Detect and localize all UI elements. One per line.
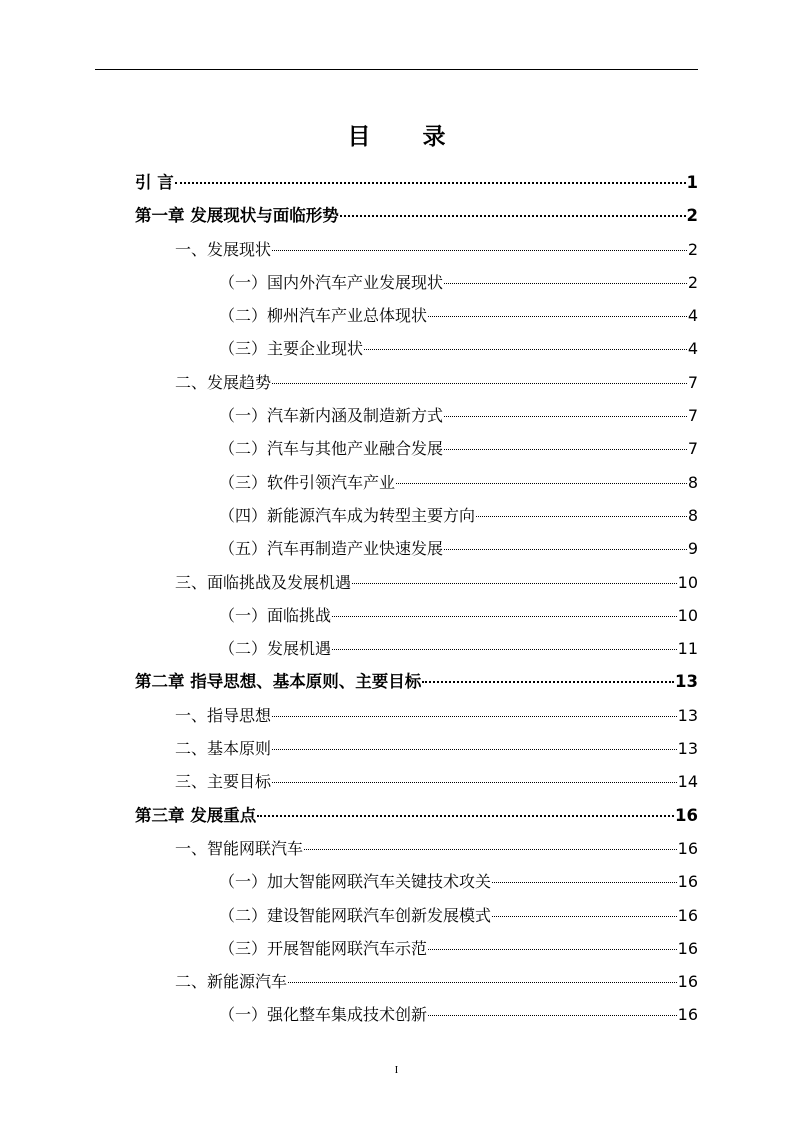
toc-leader-dots bbox=[272, 383, 687, 384]
toc-leader-dots bbox=[352, 583, 677, 584]
toc-leader-dots bbox=[340, 215, 686, 217]
toc-entry[interactable] bbox=[135, 865, 698, 898]
toc-entry[interactable] bbox=[135, 566, 698, 599]
toc-leader-dots bbox=[272, 749, 677, 750]
toc-entry-page: 4 bbox=[687, 306, 698, 326]
toc-entry[interactable] bbox=[135, 532, 698, 565]
toc-entry[interactable] bbox=[135, 765, 698, 798]
toc-leader-dots bbox=[476, 516, 687, 517]
toc-entry-page: 14 bbox=[677, 772, 698, 792]
toc-leader-dots bbox=[492, 916, 677, 917]
toc-entry-page: 16 bbox=[675, 805, 698, 825]
toc-entry-label: （二）建设智能网联汽车创新发展模式 bbox=[219, 905, 492, 925]
toc-entry[interactable] bbox=[135, 899, 698, 932]
toc-entry-label: 三、面临挑战及发展机遇 bbox=[175, 572, 352, 592]
toc-entry-page: 13 bbox=[677, 705, 698, 725]
toc-entry[interactable] bbox=[135, 166, 698, 199]
toc-entry-label: （一）强化整车集成技术创新 bbox=[219, 1005, 428, 1025]
toc-entry-label: 第三章 发展重点 bbox=[135, 805, 257, 825]
toc-entry[interactable] bbox=[135, 233, 698, 266]
toc-entry[interactable] bbox=[135, 466, 698, 499]
toc-entry-page: 10 bbox=[677, 572, 698, 592]
toc-entry[interactable] bbox=[135, 998, 698, 1031]
toc-entry-label: （二）汽车与其他产业融合发展 bbox=[219, 439, 444, 459]
toc-leader-dots bbox=[444, 283, 687, 284]
toc-entry-label: 三、主要目标 bbox=[175, 772, 272, 792]
toc-entry-page: 11 bbox=[677, 639, 698, 659]
toc-entry[interactable] bbox=[135, 366, 698, 399]
toc-leader-dots bbox=[444, 416, 687, 417]
toc-entry-label: （一）汽车新内涵及制造新方式 bbox=[219, 406, 444, 426]
toc-entry-label: （一）加大智能网联汽车关键技术攻关 bbox=[219, 872, 492, 892]
toc-entry-label: 引 言 bbox=[135, 173, 174, 192]
toc-entry-label: （一）面临挑战 bbox=[219, 605, 332, 625]
toc-entry-label: 一、智能网联汽车 bbox=[175, 838, 304, 858]
toc-leader-dots bbox=[444, 449, 687, 450]
toc-entry[interactable] bbox=[135, 266, 698, 299]
toc-entry-label: 一、指导思想 bbox=[175, 705, 272, 725]
toc-entry-label: 第二章 指导思想、基本原则、主要目标 bbox=[135, 672, 422, 692]
toc-entry[interactable] bbox=[135, 699, 698, 732]
toc-entry[interactable] bbox=[135, 599, 698, 632]
toc-leader-dots bbox=[272, 250, 687, 251]
toc-entry-page: 7 bbox=[687, 439, 698, 459]
toc-leader-dots bbox=[332, 616, 677, 617]
toc-entry-page: 2 bbox=[686, 206, 698, 226]
toc-entry-label: 二、发展趋势 bbox=[175, 372, 272, 392]
toc-entry-label: （一）国内外汽车产业发展现状 bbox=[219, 272, 444, 292]
toc-leader-dots bbox=[428, 316, 687, 317]
toc-entry[interactable] bbox=[135, 632, 698, 665]
toc-entry-page: 16 bbox=[677, 1005, 698, 1025]
toc-entry-page: 1 bbox=[686, 173, 698, 192]
toc-leader-dots bbox=[288, 982, 677, 983]
toc-entry[interactable] bbox=[135, 499, 698, 532]
toc-entry-page: 7 bbox=[687, 406, 698, 426]
toc-entry[interactable] bbox=[135, 399, 698, 432]
toc-entry-page: 7 bbox=[687, 372, 698, 392]
toc-entry-label: 二、新能源汽车 bbox=[175, 972, 288, 992]
toc-entry-page: 16 bbox=[677, 938, 698, 958]
toc-entry-page: 10 bbox=[677, 605, 698, 625]
toc-entry-page: 16 bbox=[677, 872, 698, 892]
toc-leader-dots bbox=[272, 782, 677, 783]
toc-entry-label: （三）软件引领汽车产业 bbox=[219, 472, 396, 492]
toc-entry[interactable] bbox=[135, 332, 698, 365]
toc-entry-label: （五）汽车再制造产业快速发展 bbox=[219, 539, 444, 559]
toc-entry-page: 16 bbox=[677, 838, 698, 858]
toc-entry-page: 2 bbox=[687, 239, 698, 259]
toc-entry[interactable] bbox=[135, 199, 698, 232]
toc-entry-label: 第一章 发展现状与面临形势 bbox=[135, 206, 339, 226]
toc-entry[interactable] bbox=[135, 932, 698, 965]
toc-leader-dots bbox=[444, 549, 687, 550]
toc-entry-label: （二）柳州汽车产业总体现状 bbox=[219, 306, 428, 326]
toc-leader-dots bbox=[396, 483, 687, 484]
toc-entry-page: 2 bbox=[687, 272, 698, 292]
toc-leader-dots bbox=[422, 681, 674, 683]
toc-leader-dots bbox=[492, 882, 677, 883]
toc-entry-label: 二、基本原则 bbox=[175, 739, 272, 759]
toc-entry[interactable] bbox=[135, 799, 698, 832]
toc-leader-dots bbox=[428, 949, 677, 950]
toc-entry-page: 13 bbox=[675, 672, 698, 692]
toc-leader-dots bbox=[428, 1015, 677, 1016]
toc-entry[interactable] bbox=[135, 665, 698, 698]
toc-entry-page: 8 bbox=[687, 472, 698, 492]
page-title: 目 录 bbox=[347, 124, 468, 150]
toc-leader-dots bbox=[364, 349, 687, 350]
toc-leader-dots bbox=[175, 182, 686, 184]
toc-leader-dots bbox=[332, 649, 677, 650]
toc-entry-page: 16 bbox=[677, 972, 698, 992]
toc-entry[interactable] bbox=[135, 965, 698, 998]
toc-entry[interactable] bbox=[135, 299, 698, 332]
toc-entry-label: （三）开展智能网联汽车示范 bbox=[219, 938, 428, 958]
toc-entry[interactable] bbox=[135, 832, 698, 865]
toc-entry-page: 16 bbox=[677, 905, 698, 925]
toc-entry-page: 9 bbox=[687, 539, 698, 559]
toc-entry-label: （二）发展机遇 bbox=[219, 639, 332, 659]
toc-leader-dots bbox=[272, 716, 677, 717]
toc-entry[interactable] bbox=[135, 732, 698, 765]
toc-leader-dots bbox=[304, 849, 677, 850]
toc-entry-page: 8 bbox=[687, 505, 698, 525]
toc-entry-label: （三）主要企业现状 bbox=[219, 339, 364, 359]
toc-entry-page: 13 bbox=[677, 739, 698, 759]
toc-entry[interactable] bbox=[135, 432, 698, 465]
toc-entry-label: （四）新能源汽车成为转型主要方向 bbox=[219, 505, 476, 525]
toc-leader-dots bbox=[257, 815, 674, 817]
header-rule bbox=[95, 69, 698, 70]
table-of-contents bbox=[135, 166, 698, 1032]
footer-page-number: I bbox=[394, 1064, 399, 1076]
toc-entry-label: 一、发展现状 bbox=[175, 239, 272, 259]
toc-entry-page: 4 bbox=[687, 339, 698, 359]
